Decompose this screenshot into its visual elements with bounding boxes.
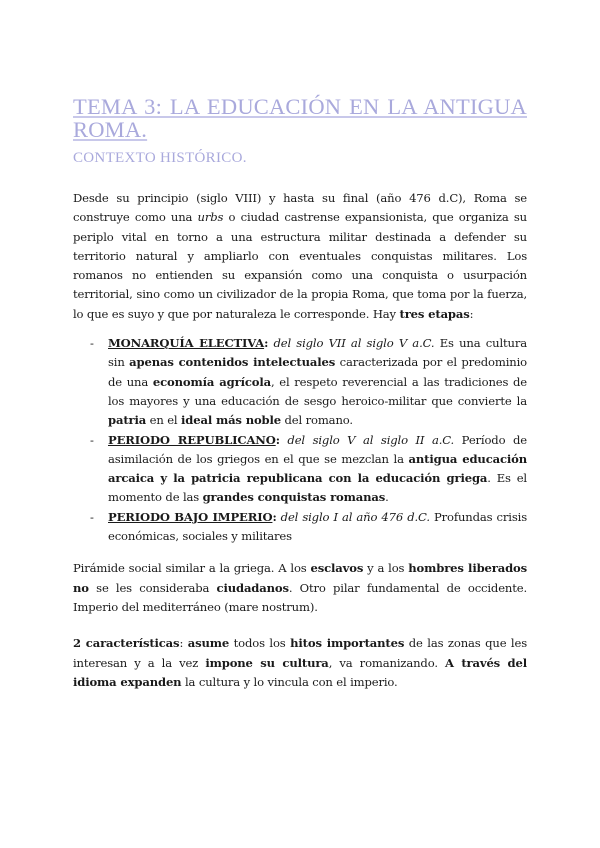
features-bold: hitos importantes	[290, 636, 405, 651]
stage-bold: economía agrícola	[152, 374, 271, 389]
stage-name: PERIODO REPUBLICANO	[108, 432, 276, 447]
stage-item-republicano	[90, 431, 527, 508]
page-title: TEMA 3: LA EDUCACIÓN EN LA ANTIGUA ROMA.	[73, 94, 527, 142]
social-text: . Otro pilar fundamental de occidente. Imperio del mediterráneo (mare nostrum).	[73, 580, 527, 614]
intro-urbs: urbs	[197, 210, 224, 225]
stage-text: del romano.	[281, 413, 353, 428]
stage-name: PERIODO BAJO IMPERIO	[108, 509, 273, 524]
stage-bold: patria	[108, 413, 147, 428]
features-text: , va romanizando.	[328, 655, 445, 670]
stage-colon: :	[272, 509, 277, 524]
social-bold: esclavos	[310, 561, 364, 576]
features-bold: impone su cultura	[205, 655, 329, 670]
features-text: de las zonas que les interesan y a la vez	[73, 636, 527, 670]
intro-text: o ciudad castrense expansionista, que organiza su periplo vital en torno a una estructura militar destinada a defender su territorio natural y ampliarlo con eventuales conquistas militares. Los romanos no entienden su expansión como una conquista o usurpación territorial, sino como un civilizador de la propia Roma, que toma por la fuerza, lo que es suyo y que por naturaleza le corresponde. Hay	[73, 210, 527, 321]
stage-name: MONARQUÍA ELECTIVA	[108, 336, 265, 351]
features-bold: 2 características	[73, 636, 180, 651]
list-dash: -	[90, 509, 94, 524]
stage-text: , el respeto reverencial a las tradiciones de los mayores y una educación de sesgo heroico-militar que convierte la	[108, 374, 528, 408]
stage-bold: apenas contenidos intelectuales	[129, 355, 336, 370]
list-dash: -	[90, 336, 94, 351]
stage-period: del siglo V al siglo II a.C.	[279, 432, 455, 447]
stage-text: . Es el momento de las	[108, 471, 527, 505]
stage-text: .	[385, 490, 389, 505]
social-bold: ciudadanos	[216, 580, 289, 595]
social-text: se les consideraba	[88, 580, 217, 595]
social-paragraph	[73, 559, 527, 617]
intro-text: Desde su principio (siglo VIII) y hasta su final (año 476 d.C), Roma se construye como una	[73, 191, 527, 225]
section-subtitle: CONTEXTO HISTÓRICO.	[73, 150, 247, 166]
features-text: la cultura y lo vincula con el imperio.	[181, 674, 398, 689]
stage-text: Profundas crisis económicas, sociales y militares	[108, 509, 527, 544]
features-text: todos los	[229, 636, 291, 651]
list-dash: -	[90, 432, 94, 447]
stage-text: en el	[146, 413, 182, 428]
social-text: Pirámide social similar a la griega. A los	[73, 561, 311, 576]
stage-text: caracterizada por el predominio de una	[108, 355, 527, 389]
stage-period: del siglo I al año 476 d.C.	[276, 509, 430, 524]
features-bold: asume	[187, 636, 230, 651]
stage-bold: ideal más noble	[181, 413, 281, 428]
intro-text: :	[469, 306, 474, 321]
features-text: :	[179, 636, 188, 651]
document-content	[73, 95, 527, 692]
stage-bold: antigua educación arcaica y la patricia republicana con la educación griega	[108, 451, 527, 486]
stage-colon: :	[275, 432, 280, 447]
stage-item-bajo-imperio	[90, 508, 527, 547]
stage-colon: :	[264, 336, 269, 351]
stage-item-monarquia	[90, 334, 528, 430]
social-text: y a los	[363, 561, 409, 576]
social-bold: hombres liberados no	[73, 561, 527, 595]
stages-list	[73, 334, 527, 546]
features-paragraph	[73, 634, 527, 692]
intro-paragraph	[73, 189, 527, 324]
stage-period: del siglo VII al siglo V a.C.	[268, 336, 435, 351]
stage-text: Período de asimilación de los griegos en el que se mezclan la	[108, 432, 527, 466]
stage-text: Es una cultura sin	[108, 336, 527, 370]
intro-tres-etapas: tres etapas	[399, 306, 470, 321]
features-bold: A través del idioma expanden	[73, 655, 527, 689]
stage-bold: grandes conquistas romanas	[202, 490, 386, 505]
